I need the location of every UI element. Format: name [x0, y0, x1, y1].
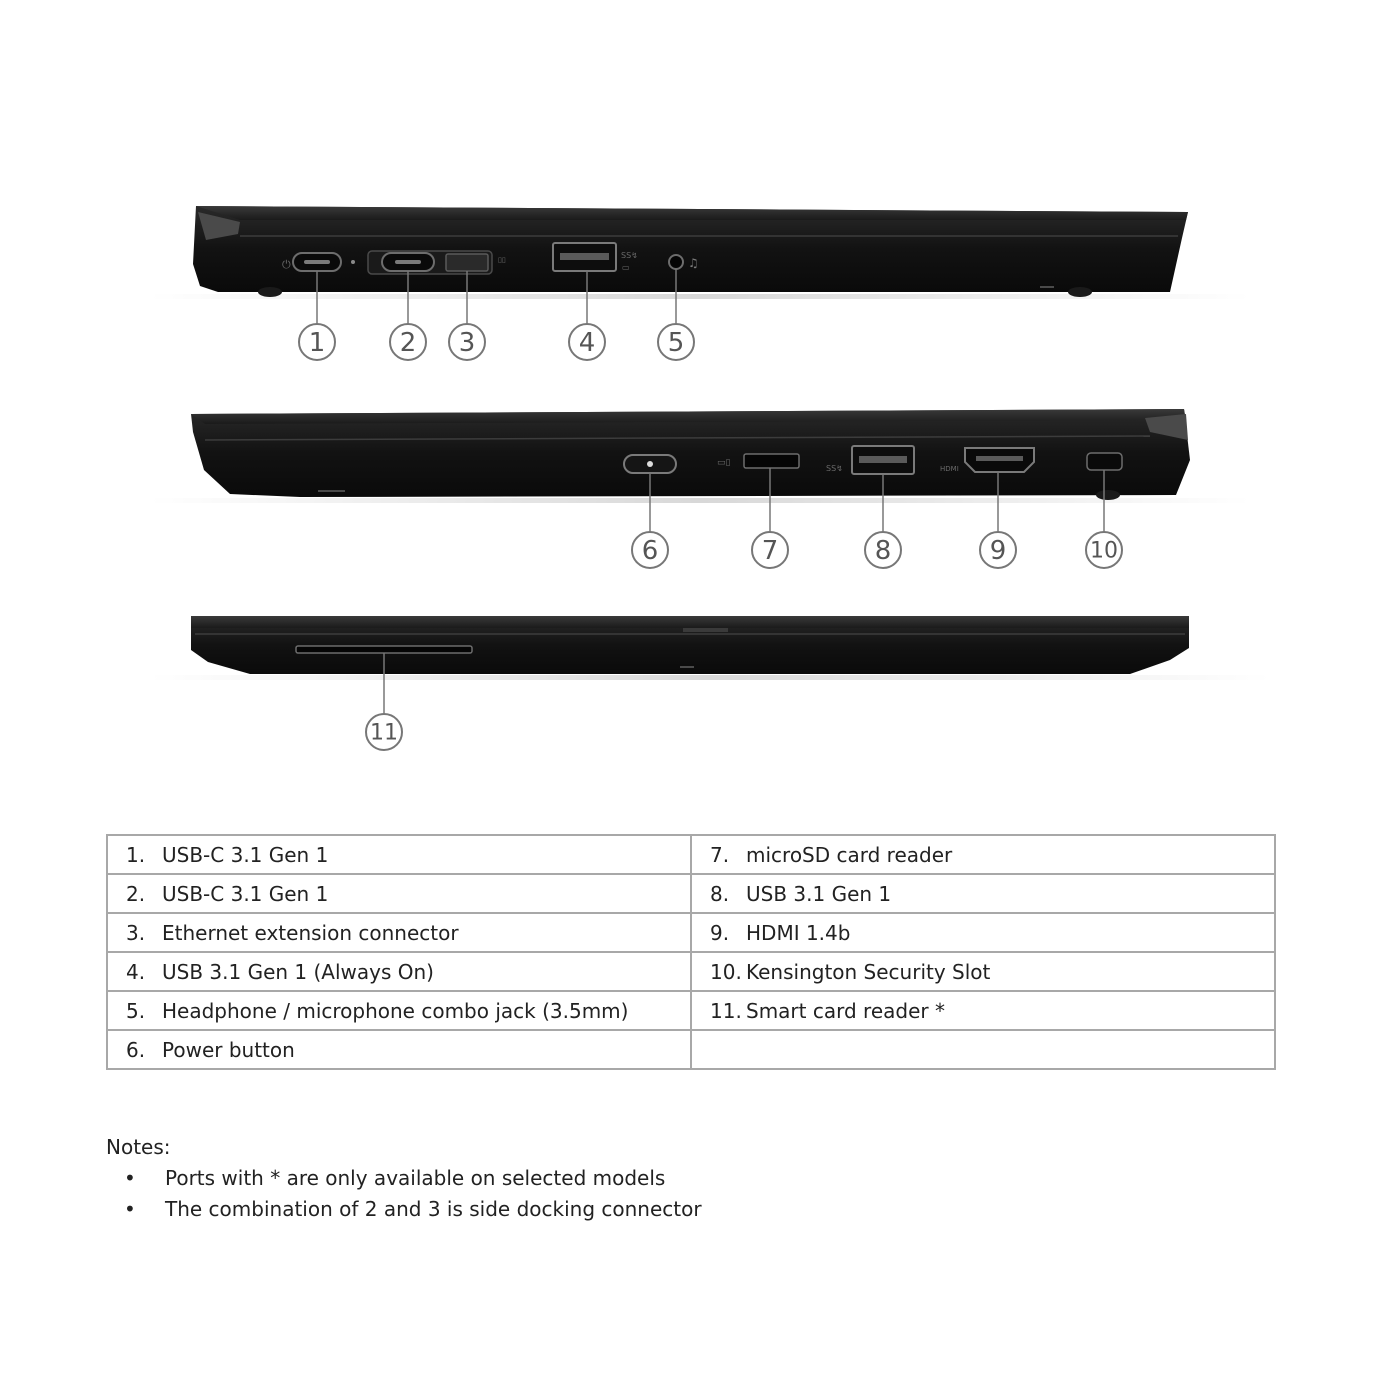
battery-icon: ▭ — [622, 263, 630, 272]
note-text: Ports with * are only available on selected models — [165, 1166, 666, 1190]
audio-jack-port-5 — [669, 255, 683, 269]
note-item — [106, 1163, 1006, 1194]
notes-title: Notes: — [106, 1135, 171, 1159]
item-number: 7. — [710, 842, 730, 867]
usb-ss-label: SS↯ — [826, 464, 843, 473]
item-label: USB 3.1 Gen 1 — [746, 881, 892, 906]
table-row — [107, 913, 1275, 952]
right-view-foot — [1096, 490, 1120, 500]
item-number: 1. — [126, 842, 146, 867]
bullet-icon: • — [124, 1166, 136, 1190]
bullet-icon: • — [124, 1197, 136, 1221]
item-number: 3. — [126, 920, 146, 945]
callout-label-8: 8 — [874, 536, 892, 566]
table-row — [107, 991, 1275, 1030]
item-label: Smart card reader * — [746, 998, 945, 1023]
right-view-shadow — [150, 498, 1250, 503]
item-label: Kensington Security Slot — [746, 959, 991, 984]
table-cell-right — [691, 1030, 1275, 1069]
callout-label-11: 11 — [370, 720, 398, 746]
table-cell-right — [691, 952, 1275, 991]
item-number: 5. — [126, 998, 146, 1023]
left-view-foot — [258, 287, 282, 297]
hdmi-label: HDMI — [940, 465, 959, 473]
left-view-lid — [196, 206, 1188, 220]
front-view-shadow — [150, 675, 1270, 680]
usb-c-port-2-tongue — [395, 260, 421, 264]
ports-legend-table — [106, 834, 1276, 1070]
left-view-foot — [1068, 287, 1092, 297]
usb-ss-label: SS↯ — [621, 251, 638, 260]
item-number: 10. — [710, 959, 742, 984]
table-cell-left — [107, 835, 691, 874]
note-text: The combination of 2 and 3 is side docking connector — [165, 1197, 702, 1221]
table-cell-right — [691, 991, 1275, 1030]
item-number: 9. — [710, 920, 730, 945]
item-label: USB-C 3.1 Gen 1 — [162, 881, 329, 906]
table-cell-right — [691, 874, 1275, 913]
item-label: Headphone / microphone combo jack (3.5mm) — [162, 998, 629, 1023]
charge-led — [351, 260, 355, 264]
item-number: 8. — [710, 881, 730, 906]
front-view-lid — [191, 616, 1189, 628]
laptop-right-side-view — [150, 409, 1250, 503]
microsd-slot-port-7 — [744, 454, 799, 468]
table-cell-left — [107, 913, 691, 952]
notes-section — [106, 1135, 1006, 1225]
table-row — [107, 835, 1275, 874]
headset-icon: ♫ — [688, 256, 699, 270]
note-item — [106, 1194, 1006, 1225]
usb-a-port-8-tongue — [859, 456, 907, 463]
laptop-front-view — [150, 616, 1270, 680]
callout-label-2: 2 — [399, 328, 417, 358]
item-number: 11. — [710, 998, 742, 1023]
callout-label-4: 4 — [578, 328, 596, 358]
item-number: 4. — [126, 959, 146, 984]
hdmi-port-9-tongue — [976, 456, 1023, 461]
item-number: 2. — [126, 881, 146, 906]
table-row — [107, 952, 1275, 991]
table-row — [107, 1030, 1275, 1069]
smart-card-slot-port-11 — [296, 646, 472, 653]
table-cell-left — [107, 1030, 691, 1069]
callout-label-1: 1 — [308, 328, 326, 358]
item-label: Power button — [162, 1037, 295, 1062]
power-indicator-icon: ⏻ — [282, 258, 291, 271]
item-label: Ethernet extension connector — [162, 920, 459, 945]
front-view-lid-notch — [683, 628, 728, 632]
usb-c-port-1-tongue — [304, 260, 330, 264]
usb-a-port-4-tongue — [560, 253, 609, 260]
callout-label-6: 6 — [641, 536, 659, 566]
power-button-led — [647, 461, 653, 467]
laptop-left-side-view — [150, 206, 1250, 299]
callout-label-5: 5 — [667, 328, 685, 358]
table-cell-right — [691, 835, 1275, 874]
callout-label-10: 10 — [1090, 538, 1118, 564]
ethernet-label-icon: ▯▯ — [498, 256, 506, 264]
callout-label-9: 9 — [989, 536, 1007, 566]
table-row — [107, 874, 1275, 913]
item-label: USB 3.1 Gen 1 (Always On) — [162, 959, 434, 984]
item-label: HDMI 1.4b — [746, 920, 851, 945]
callout-label-3: 3 — [458, 328, 476, 358]
ethernet-extension-connector — [446, 254, 488, 271]
callout-label-7: 7 — [761, 536, 779, 566]
sd-card-icon: ▭▯ — [717, 458, 731, 468]
table-cell-left — [107, 991, 691, 1030]
table-cell-left — [107, 952, 691, 991]
item-label: USB-C 3.1 Gen 1 — [162, 842, 329, 867]
item-label: microSD card reader — [746, 842, 953, 867]
item-number: 6. — [126, 1037, 146, 1062]
table-cell-left — [107, 874, 691, 913]
kensington-slot-port-10 — [1087, 453, 1122, 470]
table-cell-right — [691, 913, 1275, 952]
